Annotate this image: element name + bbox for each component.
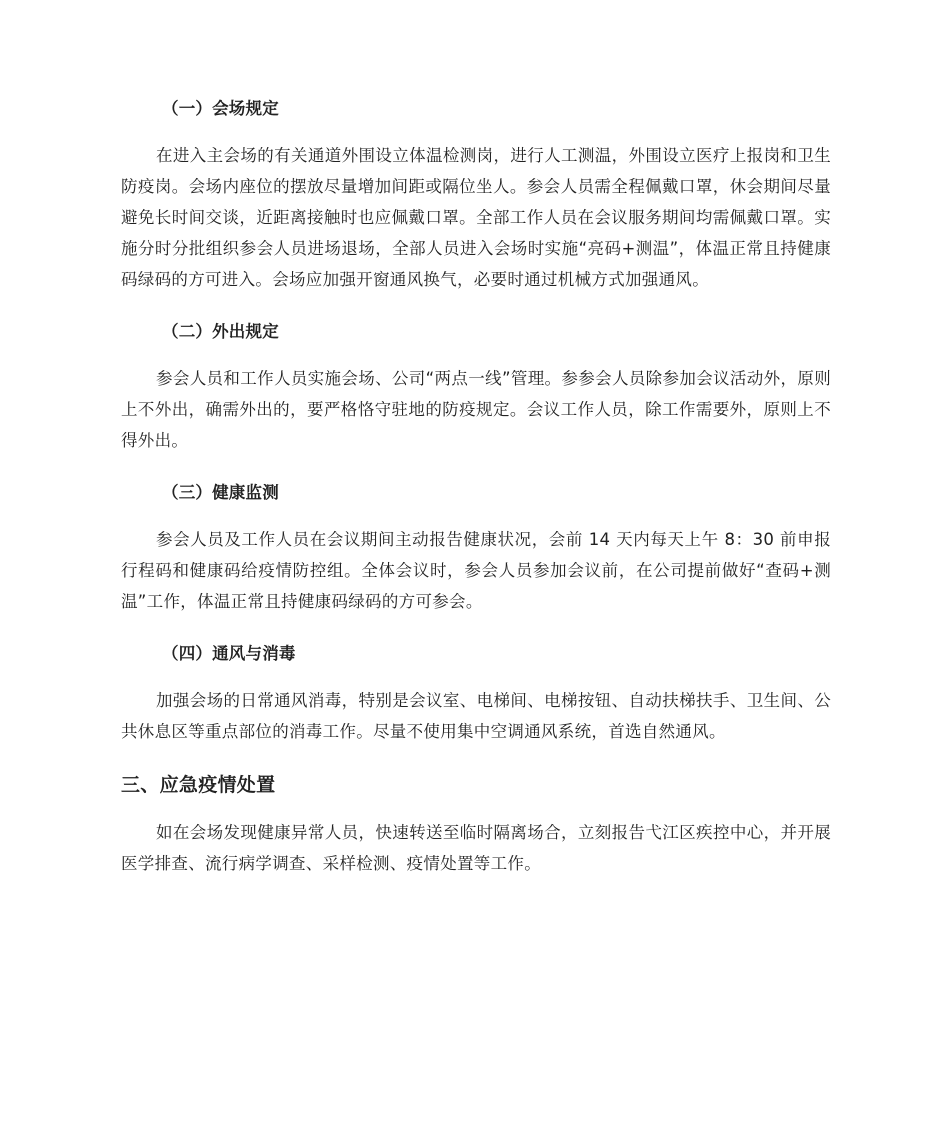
subheading-outing-rules: （二）外出规定	[162, 322, 279, 341]
paragraph-emergency-response: 如在会场发现健康异常人员，快速转送至临时隔离场合，立刻报告弋江区疾控中心，并开展医学排查、流行病学调查、采样检测、疫情处置等工作。	[121, 823, 831, 873]
subheading-ventilation-disinfection: （四）通风与消毒	[162, 644, 296, 663]
paragraph-venue-rules: 在进入主会场的有关通道外围设立体温检测岗，进行人工测温，外围设立医疗上报岗和卫生防疫岗。会场内座位的摆放尽量增加间距或隔位坐人。参会人员需全程佩戴口罩，休会期间尽量避免长时间交谈，近距离接触时也应佩戴口罩。全部工作人员在会议服务期间均需佩戴口罩。实施分时分批组织参会人员进场退场，全部人员进入会场时实施“亮码+测温”，体温正常且持健康码绿码的方可进入。会场应加强开窗通风换气，必要时通过机械方式加强通风。	[121, 146, 831, 289]
paragraph-ventilation-disinfection: 加强会场的日常通风消毒，特别是会议室、电梯间、电梯按钮、自动扶梯扶手、卫生间、公共休息区等重点部位的消毒工作。尽量不使用集中空调通风系统，首选自然通风。	[121, 691, 831, 741]
document-body	[121, 92, 831, 899]
subheading-health-monitoring: （三）健康监测	[162, 483, 279, 502]
subheading-venue-rules: （一）会场规定	[162, 99, 279, 118]
paragraph-outing-rules: 参会人员和工作人员实施会场、公司“两点一线”管理。参参会人员除参加会议活动外，原则上不外出，确需外出的，要严格恪守驻地的防疫规定。会议工作人员，除工作需要外，原则上不得外出。	[121, 369, 831, 450]
paragraph-health-monitoring: 参会人员及工作人员在会议期间主动报告健康状况，会前 14 天内每天上午 8：30 前申报行程码和健康码给疫情防控组。全体会议时，参会人员参加会议前，在公司提前做好“查码+测温”工作，体温正常且持健康码绿码的方可参会。	[121, 530, 831, 611]
section-heading-emergency-response: 三、应急疫情处置	[121, 774, 276, 796]
